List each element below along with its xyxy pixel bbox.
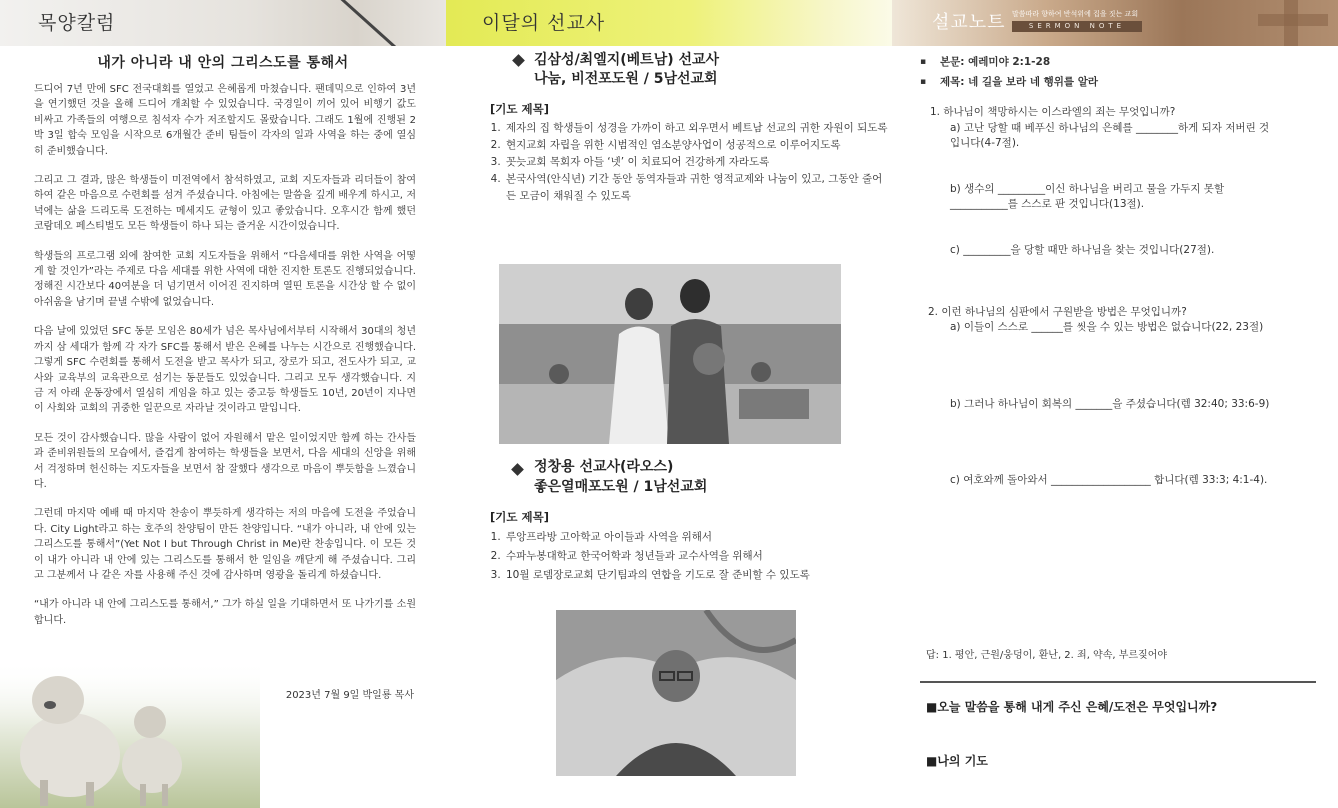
missionary-2-prayer-label: [기도 제목] [490, 510, 549, 524]
list-item: 4. 본국사역(안식년) 기간 동안 동역자들과 귀한 영적교제와 나눔이 있고, 그동안 줄어든 모금이 채워질 수 있도록 [504, 171, 892, 205]
question-1c: c) _________을 당할 때만 하나님을 찾는 것입니다(27절). [950, 244, 1215, 256]
article-paragraph: 그런데 마지막 예배 때 마지막 찬송이 뿌듯하게 생각하는 저의 마음에 도전을 주었습니다. City Light라고 하는 호주의 찬양팀이 만든 찬양입니다. “내가 아니라, 내 안에 있는 그리스도를 통해서”(Yet Not I but Through Christ in Me)란 찬송입니다. 이 모든 것이 내가 아니라 내 안에 있는 그리스도를 통해서 한 일임을 깨닫게 해 주셨습니다. 그리고 그분께서 나 같은 자를 사용해 주신 것에 감사하며 영광을 돌리게 하셨습니다. [34, 508, 416, 581]
article-paragraph: 다음 날에 있었던 SFC 동문 모임은 80세가 넘은 목사님에서부터 시작해서 30대의 청년까지 삼 세대가 함께 각 자가 SFC를 통해서 받은 은혜를 나누는 시간으로 진행했습니다. 그렇게 SFC 수련회를 통해서 도전을 받고 목사가 되고, 장로가 되고, 전도사가 되고, 교사와 교육부의 교육관으로 섬기는 동문들도 있었습니다. 그리고 모두 생각했습니다. 지금 저 아래 운동장에서 열심히 게임을 하고 있는 중고등 학생들도 10년, 20년이 지나면 이 사회와 교회의 귀중한 일꾼으로 자라날 것이라고 말입니다. [34, 326, 416, 415]
list-item: 3. 꼿늣교회 목회자 아들 ‘넷’ 이 치료되어 건강하게 자라도록 [504, 154, 892, 171]
question-1a: a) 고난 당할 때 베푸신 하나님의 은혜를 ________하게 되자 저버린 것입니다(4-7절). [950, 122, 1270, 149]
article-paragraph: 드디어 7년 만에 SFC 전국대회를 열었고 은혜롭게 마쳤습니다. 팬데믹으로 인하여 3년을 연기했던 것을 올해 드디어 개최할 수 있었습니다. 국경일이 끼어 있어 비행기 값도 비싸고 가족들의 여행으로 침석자 수가 저조할지도 몰랐습니다. 그래도 1월에 진행된 2박 3일 합숙 모임을 시작으로 6개월간 준비 팀들이 각자의 일과 사역을 하는 중에 열심히 준비했습니다. [34, 84, 416, 157]
sermon-note-header [892, 0, 1338, 46]
list-item: 1. 제자의 집 학생들이 성경을 가까이 하고 외우면서 베트남 선교의 귀한 자원이 되도록 [504, 120, 892, 137]
sermon-title-label: 제목: 네 길을 보라 네 행위를 알라 [940, 76, 1098, 88]
missionary-2-prayer-list [490, 528, 844, 585]
sermon-title [924, 72, 1338, 92]
cross-bar [1258, 14, 1328, 26]
list-item: 3. 10월 로뎀장로교회 단기팀과의 연합을 기도로 잘 준비할 수 있도록 [504, 566, 844, 585]
missionary-header [446, 0, 892, 46]
pastoral-column-header [0, 0, 446, 46]
sermon-text-ref [924, 52, 1338, 72]
article-signature: 2023년 7월 9일 박일룡 목사 [285, 690, 414, 701]
sheep-image [0, 660, 260, 808]
prayer-section-heading: ■나의 기도 [926, 754, 988, 768]
missionary-header-title: 이달의 선교사 [482, 12, 606, 34]
list-item: 1. 루앙프라방 고아학교 아이들과 사역을 위해서 [504, 528, 844, 547]
missionary-2-org: 좋은열매포도원 / 1남선교회 [534, 479, 708, 495]
list-item: 2. 수파누봉대학교 한국어학과 청년들과 교수사역을 위해서 [504, 547, 844, 566]
missionary-column [446, 0, 892, 808]
question-1: 1. 하나님이 책망하시는 이스라엘의 죄는 무엇입니까? [930, 106, 1176, 118]
missionary-1-org: 나눔, 비전포도원 / 5남선교회 [534, 71, 718, 87]
question-1b: b) 생수의 _________이신 하나님을 버리고 물을 가두지 못할 ___________를 스스로 판 것입니다(13절). [950, 183, 1225, 210]
diamond-icon [511, 463, 524, 476]
question-2a: a) 이들이 스스로 ______를 씻을 수 있는 방법은 없습니다(22, 23절) [950, 321, 1264, 333]
pastoral-column-title: 목양칼럼 [38, 12, 116, 34]
article-paragraph: 그리고 그 결과, 많은 학생들이 미전역에서 참석하였고, 교회 지도자들과 리더들이 참여하여 같은 마음으로 수련회를 섬겨 주셨습니다. 아침에는 말씀을 깊게 배우게 하시고, 저녁에는 삶을 드리도록 도전하는 메세지도 균형이 있고 좋았습니다. 오후시간 함께 했던 코람데오 페스티벌도 모든 학생들이 하나 되는 즐거운 시간이었습니다. [34, 175, 416, 233]
missionary-2-name: 정창용 선교사(라오스) [534, 459, 674, 475]
article-paragraph: 모든 것이 감사했습니다. 많을 사람이 없어 자원해서 맡은 일이었지만 함께 하는 간사들과 준비위원들의 모습에서, 즐겁게 참여하는 학생들을 보면서, 다음 세대의 신앙을 위해서 걱정하며 헌신하는 지도자들을 보면서 참 잘했다 생각으로 마음이 뿌듯함을 느꼈습니다. [34, 432, 416, 490]
pastoral-column [0, 0, 446, 808]
divider [920, 681, 1316, 683]
sermon-note-column [892, 0, 1338, 808]
missionary-2-photo [556, 610, 796, 776]
missionary-1-photo [499, 264, 841, 444]
grace-section-heading: ■오늘 말씀을 통해 내게 주신 은혜/도전은 무엇입니까? [926, 700, 1218, 714]
sermon-note-title: 설교노트 [932, 12, 1006, 33]
diamond-icon [512, 54, 525, 67]
church-motto: 말씀따라 향하여 반석위에 집을 짓는 교회 [1012, 10, 1139, 18]
missionary-1-prayer-list [490, 120, 892, 205]
sermon-note-en: SERMON NOTE [1012, 21, 1142, 32]
column-article-title: 내가 아니라 내 안의 그리스도를 통해서 [97, 55, 349, 71]
question-2: 2. 이런 하나님의 심판에서 구원받을 방법은 무엇입니까? [928, 306, 1187, 318]
article-paragraph: “내가 아니라 내 안에 그리스도를 통해서,” 그가 하실 일을 기대하면서 또 나가기를 소원합니다. [34, 599, 416, 626]
missionary-1-name: 김삼성/최엘지(베트남) 선교사 [534, 52, 720, 68]
article-paragraph: 학생들의 프로그램 외에 참여한 교회 지도자들을 위해서 “다음세대를 위한 사역을 어떻게 할 것인가”라는 주제로 다음 세대를 위한 사역에 대한 진지한 토론도 진행되었습니다. 정해진 시간보다 40여분을 더 넘기면서 이어진 진지하며 열띤 토론을 시간상 할 수 없이 아쉬움을 남기며 끝낼 수밖에 없었습니다. [34, 250, 416, 308]
question-2c: c) 여호와께 돌아와서 ___________________ 합니다(렘 33:3; 4:1-4). [950, 474, 1268, 486]
answer-key: 답: 1. 평안, 근원/웅덩이, 환난, 2. 죄, 약속, 부르짖어야 [926, 650, 1168, 661]
pen-icon [339, 0, 423, 46]
question-2b: b) 그러나 하나님이 회복의 _______을 주셨습니다(렘 32:40; 33:6-9) [950, 398, 1270, 410]
sermon-text-ref-label: 본문: 예레미야 2:1-28 [940, 56, 1051, 68]
missionary-1-prayer-label: [기도 제목] [490, 102, 549, 116]
list-item: 2. 현지교회 자립을 위한 시범적인 염소분양사업이 성공적으로 이루어지도록 [504, 137, 892, 154]
